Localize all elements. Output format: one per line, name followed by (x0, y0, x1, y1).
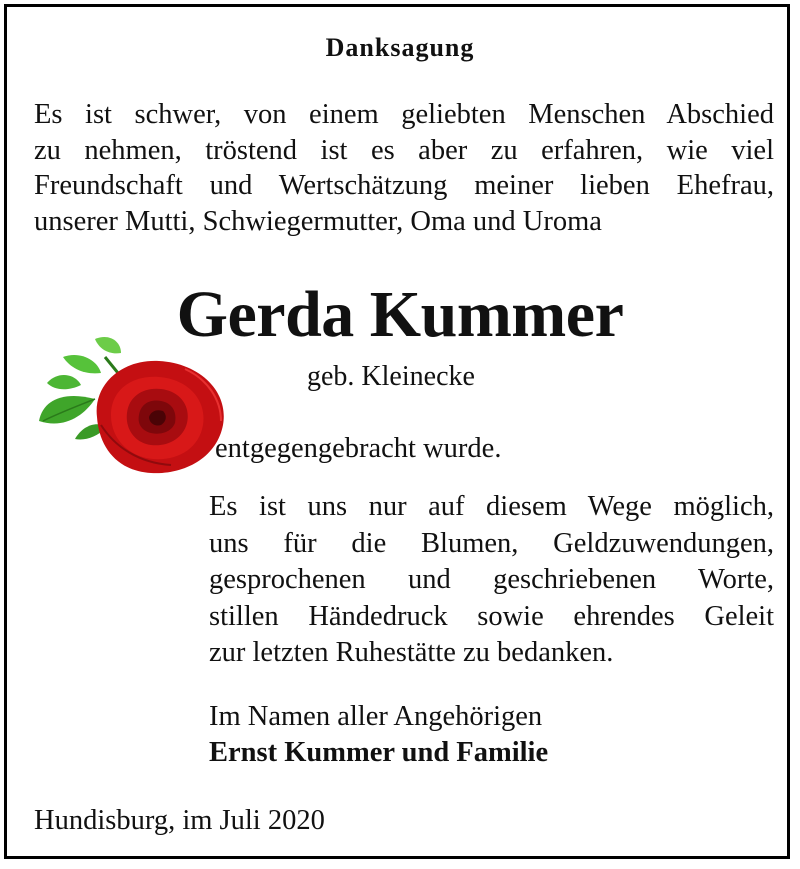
deceased-name: Gerda Kummer (176, 278, 624, 351)
obituary-card (4, 4, 790, 859)
heading: Danksagung (325, 33, 475, 62)
intro-line: unserer Mutti, Schwiegermutter, Oma und Uroma (34, 205, 602, 237)
thanks-line: zur letzten Ruhestätte zu bedanken. (209, 637, 614, 668)
intro-paragraph (34, 97, 774, 239)
thanks-line: Es ist uns nur auf diesem Wege möglich, (209, 491, 774, 522)
rose-bloom (97, 361, 224, 473)
maiden-name: geb. Kleinecke (307, 361, 475, 392)
signoff (209, 699, 548, 771)
on-behalf-line: Im Namen aller Angehörigen (209, 701, 543, 732)
family-signature: Ernst Kummer und Familie (209, 737, 549, 768)
rose-icon (35, 329, 235, 479)
thanks-line: gesprochenen und geschriebenen Worte, (209, 564, 774, 595)
thanks-line: stillen Händedruck sowie ehrendes Geleit (209, 600, 774, 632)
intro-line: Es ist schwer, von einem geliebten Menschen Abschied (34, 99, 774, 130)
intro-line: Freundschaft und Wertschätzung meiner lieben Ehefrau, (34, 170, 774, 201)
intro-line: zu nehmen, tröstend ist es aber zu erfahren, wie viel (34, 134, 774, 166)
thanks-paragraph (209, 489, 774, 672)
received-line: entgegengebracht wurde. (215, 433, 502, 464)
place-date: Hundisburg, im Juli 2020 (34, 805, 325, 836)
thanks-line: uns für die Blumen, Geldzuwendungen, (209, 527, 774, 559)
